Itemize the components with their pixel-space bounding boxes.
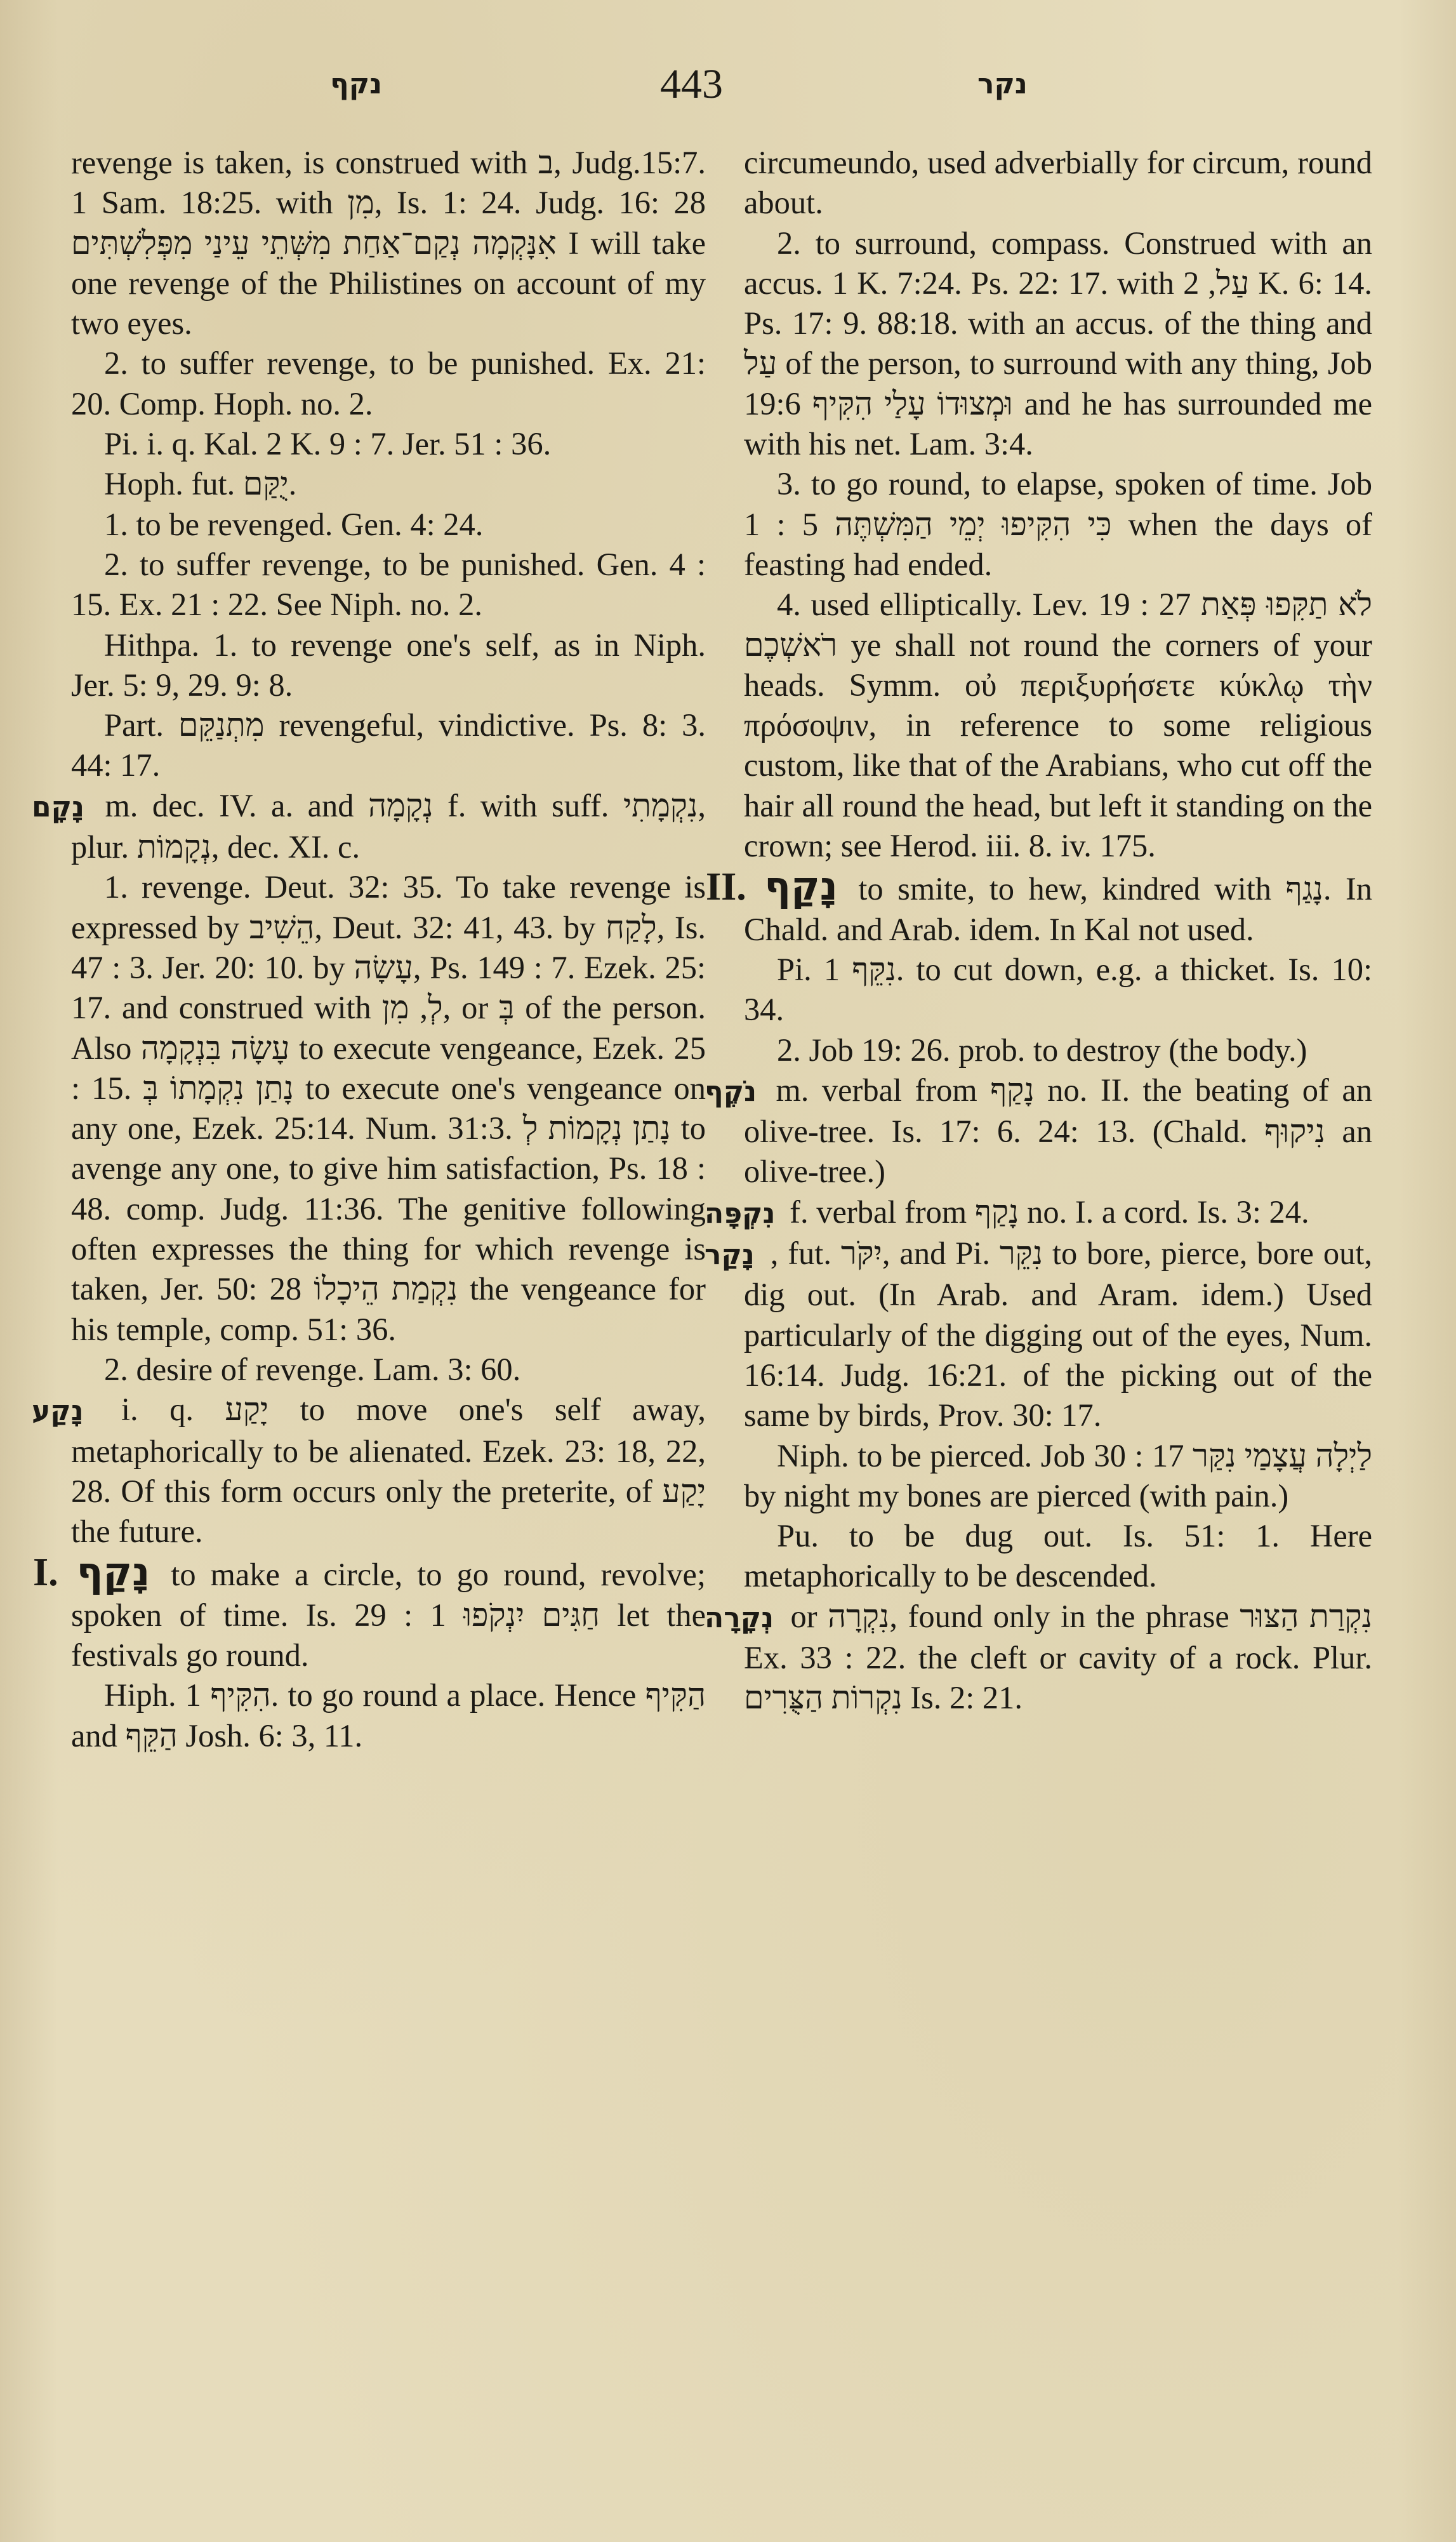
headword: נָקַף xyxy=(76,1548,150,1595)
paragraph: Part. מִתְנַקֵּם revengeful, vindictive. Ps. 8: 3. 44: 17. xyxy=(71,707,706,783)
headword: נֹקֶף xyxy=(705,1075,757,1108)
paragraph: Hiph. הִקִּיף 1. to go round a place. Hence הַקִּיף and הַקֵּף Josh. 6: 3, 11. xyxy=(71,1677,706,1753)
dictionary-entry xyxy=(706,863,1373,950)
dictionary-entry xyxy=(705,1597,1373,1719)
entry-text: to make a circle, to go round, revolve; spoken of time. Is. 29 : 1 חַגִּים יִנְקֹפוּ let the festivals go round. xyxy=(71,1557,706,1673)
dictionary-entry xyxy=(32,786,706,868)
dictionary-entry xyxy=(33,1548,706,1675)
headword: נָקַר xyxy=(705,1239,755,1272)
headword: נָקָם xyxy=(32,790,84,823)
dictionary-entry xyxy=(705,1070,1372,1192)
homonym-number: II. xyxy=(706,865,746,909)
right-column xyxy=(705,143,1373,1719)
paragraph: 2. to suffer revenge, to be punished. Ex. 21: 20. Comp. Hoph. no. 2. xyxy=(71,345,706,422)
dictionary-entry xyxy=(705,1192,1372,1234)
entry-text: i. q. יָקַע to move one's self away, metaphorically to be alienated. Ezek. 23: 18, 22, 28. Of this form occurs only the preterite, of יָקַע the future. xyxy=(71,1392,706,1550)
headword: נָקַע xyxy=(32,1395,84,1428)
paragraph: 2. desire of revenge. Lam. 3: 60. xyxy=(104,1351,521,1387)
paragraph: Hithpa. 1. to revenge one's self, as in Niph. Jer. 5: 9, 29. 9: 8. xyxy=(71,627,706,703)
headword: נְקָרָה xyxy=(705,1601,774,1634)
paragraph: 1. revenge. Deut. 32: 35. To take revenge is expressed by הֵשִׁיב, Deut. 32: 41, 43. by לָקַח, Is. 47 : 3. Jer. 20: 10. by עָשָׂה, Ps. 149 : 7. Ezek. 25: 17. and construed with לְ, מִן, or בְּ of the person. Also עָשָׂה בִּנְקָמָה to execute vengeance, Ezek. 25 : 15. נָתַן נִקְמָתוֹ בְּ to execute one's vengeance on any one, Ezek. 25:14. Num. 31:3. נָתַן נְקָמוֹת לְ to avenge any one, to give him satisfaction, Ps. 18 : 48. comp. Judg. 11:36. The genitive following often expresses the thing for which revenge is taken, Jer. 50: 28 נִקְמַת הֵיכָלוֹ the vengeance for his temple, comp. 51: 36. xyxy=(71,869,706,1347)
paragraph: 2. to suffer revenge, to be punished. Gen. 4 : 15. Ex. 21 : 22. See Niph. no. 2. xyxy=(71,546,706,623)
paragraph: Pi. i. q. Kal. 2 K. 9 : 7. Jer. 51 : 36. xyxy=(104,426,552,462)
paragraph: Hoph. fut. יֻקַּם. xyxy=(104,466,297,502)
headword: נָקַף xyxy=(764,863,838,910)
homonym-number: I. xyxy=(33,1551,58,1595)
left-column xyxy=(32,143,706,1756)
entry-text: , fut. יִקֹּר, and Pi. נִקֵּר to bore, pierce, bore out, dig out. (In Arab. and Aram. idem.) Used particularly of the digging out of the eyes, Num. 16:14. Judg. 16:21. of the picking out of the same by birds, Prov. 30: 17. xyxy=(744,1235,1373,1434)
dictionary-entry xyxy=(705,1234,1373,1435)
paragraph: 1. to be revenged. Gen. 4: 24. xyxy=(104,506,484,542)
paragraph: Niph. to be pierced. Job 30 : 17 לַיְלָה עֲצָמַי נִקַּר by night my bones are pierced (with pain.) xyxy=(744,1437,1372,1514)
entry-text: m. dec. IV. a. and נְקָמָה f. with suff. נִקְמָתִי, plur. נְקָמוֹת, dec. XI. c. xyxy=(71,787,706,865)
entry-text: or נִקְרָה, found only in the phrase נִקְרַת הַצּוּר Ex. 33 : 22. the cleft or cavity of a rock. Plur. נִקְרוֹת הַצֻּרִים Is. 2: 21. xyxy=(744,1598,1373,1716)
guide-word-left: נקף xyxy=(330,68,383,100)
paragraph: 2. Job 19: 26. prob. to destroy (the body.) xyxy=(777,1032,1307,1068)
entry-text: m. verbal from נָקַף no. II. the beating of an olive-tree. Is. 17: 6. 24: 13. (Chald. נִיקוּף an olive-tree.) xyxy=(744,1072,1372,1190)
paragraph: circumeundo, used adverbially for circum, round about. xyxy=(744,145,1372,221)
dictionary-entry xyxy=(32,1390,706,1552)
running-header xyxy=(0,56,1456,113)
paragraph: 3. to go round, to elapse, spoken of time. Job 1 : 5 כִּי הִקִּיפוּ יְמֵי הַמִּשְׁתֶּה when the days of feasting had ended. xyxy=(744,466,1372,582)
paragraph: revenge is taken, is construed with ב, Judg.15:7. 1 Sam. 18:25. with מִן, Is. 1: 24. Judg. 16: 28 אִנָּקְמָה נְקַם־אַחַת מִשְּׁתֵי עֵינַי מִפְּלִשְׁתִּים I will take one revenge of the Philistines on account of my two eyes. xyxy=(71,145,706,342)
headword: נִקְפָּה xyxy=(705,1197,776,1230)
paragraph: 4. used elliptically. Lev. 19 : 27 לֹא תַקִּפוּ פְּאַת רֹאשְׁכֶם ye shall not round the corners of your heads. Symm. οὐ περιξυρήσετε κύκλῳ τὴν πρόσοψιν, in reference to some religious custom, like that of the Arabians, who cut off the hair all round the head, but left it standing on the crown; see Herod. iii. 8. iv. 175. xyxy=(744,587,1372,864)
entry-text: f. verbal from נָקַף no. I. a cord. Is. 3: 24. xyxy=(790,1194,1309,1230)
entry-text: to smite, to hew, kindred with נָגַף. In Chald. and Arab. idem. In Kal not used. xyxy=(744,871,1373,947)
guide-word-right: נקר xyxy=(977,68,1028,100)
paragraph: Pu. to be dug out. Is. 51: 1. Here metaphorically to be descended. xyxy=(744,1518,1372,1594)
paragraph: 2. to surround, compass. Construed with an accus. 1 K. 7:24. Ps. 22: 17. with עַל, 2 K. 6: 14. Ps. 17: 9. 88:18. with an accus. of the thing and עַל of the person, to surround with any thing, Job 19:6 וּמְצוּדוֹ עָלַי הִקִּיף and he has surrounded me with his net. Lam. 3:4. xyxy=(744,225,1373,462)
paragraph: Pi. נִקֵּף 1. to cut down, e.g. a thicket. Is. 10: 34. xyxy=(744,951,1372,1028)
page-number: 443 xyxy=(660,61,723,107)
